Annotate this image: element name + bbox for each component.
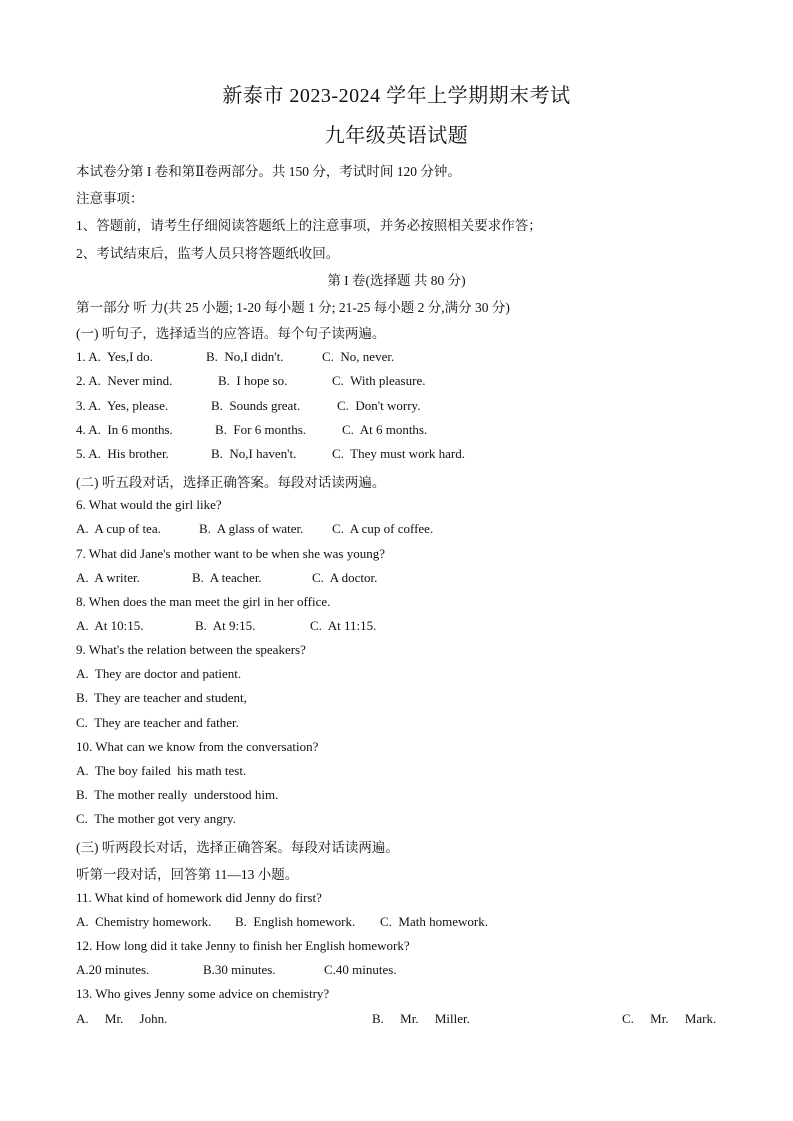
q10-option-a: A. The boy failed his math test.: [76, 763, 247, 778]
q9-option-b: B. They are teacher and student,: [76, 690, 247, 705]
q3-option-b: B. Sounds great.: [211, 398, 301, 413]
q13-option-c: C. Mr. Mark.: [622, 1011, 717, 1026]
q12-option-b: B.30 minutes.: [203, 962, 276, 977]
q7-option-b: B. A teacher.: [192, 570, 262, 585]
q7-stem: 7. What did Jane's mother want to be when she was young?: [76, 546, 385, 561]
note-2: 2、考试结束后，监考人员只将答题纸收回。: [76, 246, 340, 261]
q11-option-a: A. Chemistry homework.: [76, 914, 212, 929]
q3-option-a: 3. A. Yes, please.: [76, 398, 169, 413]
q1-option-b: B. No,I didn't.: [206, 349, 284, 364]
q4-option-c: C. At 6 months.: [342, 422, 428, 437]
q8-option-a: A. At 10:15.: [76, 618, 144, 633]
volume-heading: 第 I 卷(选择题 共 80 分): [327, 273, 466, 288]
section-3-heading: (三) 听两段长对话，选择正确答案。每段对话读两遍。: [76, 840, 399, 855]
q4-option-a: 4. A. In 6 months.: [76, 422, 173, 437]
q13-option-b: B. Mr. Miller.: [372, 1011, 470, 1026]
q13-stem: 13. Who gives Jenny some advice on chemistry?: [76, 986, 330, 1001]
notes-heading: 注意事项：: [76, 191, 144, 206]
exam-subtitle: 九年级英语试题: [324, 125, 469, 147]
q5-option-c: C. They must work hard.: [332, 446, 465, 461]
q5-option-b: B. No,I haven't.: [211, 446, 297, 461]
q6-option-c: C. A cup of coffee.: [332, 521, 434, 536]
q6-option-a: A. A cup of tea.: [76, 521, 161, 536]
q6-stem: 6. What would the girl like?: [76, 497, 222, 512]
q11-option-b: B. English homework.: [235, 914, 356, 929]
section-1-heading: (一) 听句子，选择适当的应答语。每个句子读两遍。: [76, 326, 386, 341]
q2-option-c: C. With pleasure.: [332, 373, 426, 388]
section-2-heading: (二) 听五段对话，选择正确答案。每段对话读两遍。: [76, 475, 386, 490]
q13-option-a: A. Mr. John.: [76, 1011, 168, 1026]
q12-option-c: C.40 minutes.: [324, 962, 397, 977]
q8-stem: 8. When does the man meet the girl in her office.: [76, 594, 331, 609]
q9-stem: 9. What's the relation between the speakers?: [76, 642, 306, 657]
note-1: 1、答题前，请考生仔细阅读答题纸上的注意事项，并务必按照相关要求作答；: [76, 218, 542, 233]
q12-stem: 12. How long did it take Jenny to finish her English homework?: [76, 938, 410, 953]
q1-option-c: C. No, never.: [322, 349, 395, 364]
intro-line: 本试卷分第 I 卷和第Ⅱ卷两部分。共 150 分，考试时间 120 分钟。: [76, 164, 461, 179]
q2-option-b: B. I hope so.: [218, 373, 288, 388]
q1-option-a: 1. A. Yes,I do.: [76, 349, 153, 364]
q10-option-c: C. The mother got very angry.: [76, 811, 236, 826]
q5-option-a: 5. A. His brother.: [76, 446, 169, 461]
q2-option-a: 2. A. Never mind.: [76, 373, 173, 388]
q12-option-a: A.20 minutes.: [76, 962, 150, 977]
q7-option-c: C. A doctor.: [312, 570, 378, 585]
exam-title: 新泰市 2023-2024 学年上学期期末考试: [222, 85, 571, 107]
q11-option-c: C. Math homework.: [380, 914, 488, 929]
q10-option-b: B. The mother really understood him.: [76, 787, 279, 802]
q9-option-c: C. They are teacher and father.: [76, 715, 239, 730]
part-heading: 第一部分 听 力(共 25 小题; 1-20 每小题 1 分; 21-25 每小题 2 分,满分 30 分): [76, 300, 510, 315]
q3-option-c: C. Don't worry.: [337, 398, 421, 413]
q11-stem: 11. What kind of homework did Jenny do first?: [76, 890, 322, 905]
q10-stem: 10. What can we know from the conversation?: [76, 739, 319, 754]
q7-option-a: A. A writer.: [76, 570, 140, 585]
q6-option-b: B. A glass of water.: [199, 521, 304, 536]
q8-option-c: C. At 11:15.: [310, 618, 377, 633]
q9-option-a: A. They are doctor and patient.: [76, 666, 242, 681]
q4-option-b: B. For 6 months.: [215, 422, 307, 437]
q8-option-b: B. At 9:15.: [195, 618, 256, 633]
section-3-subheading: 听第一段对话，回答第 11—13 小题。: [76, 867, 299, 882]
